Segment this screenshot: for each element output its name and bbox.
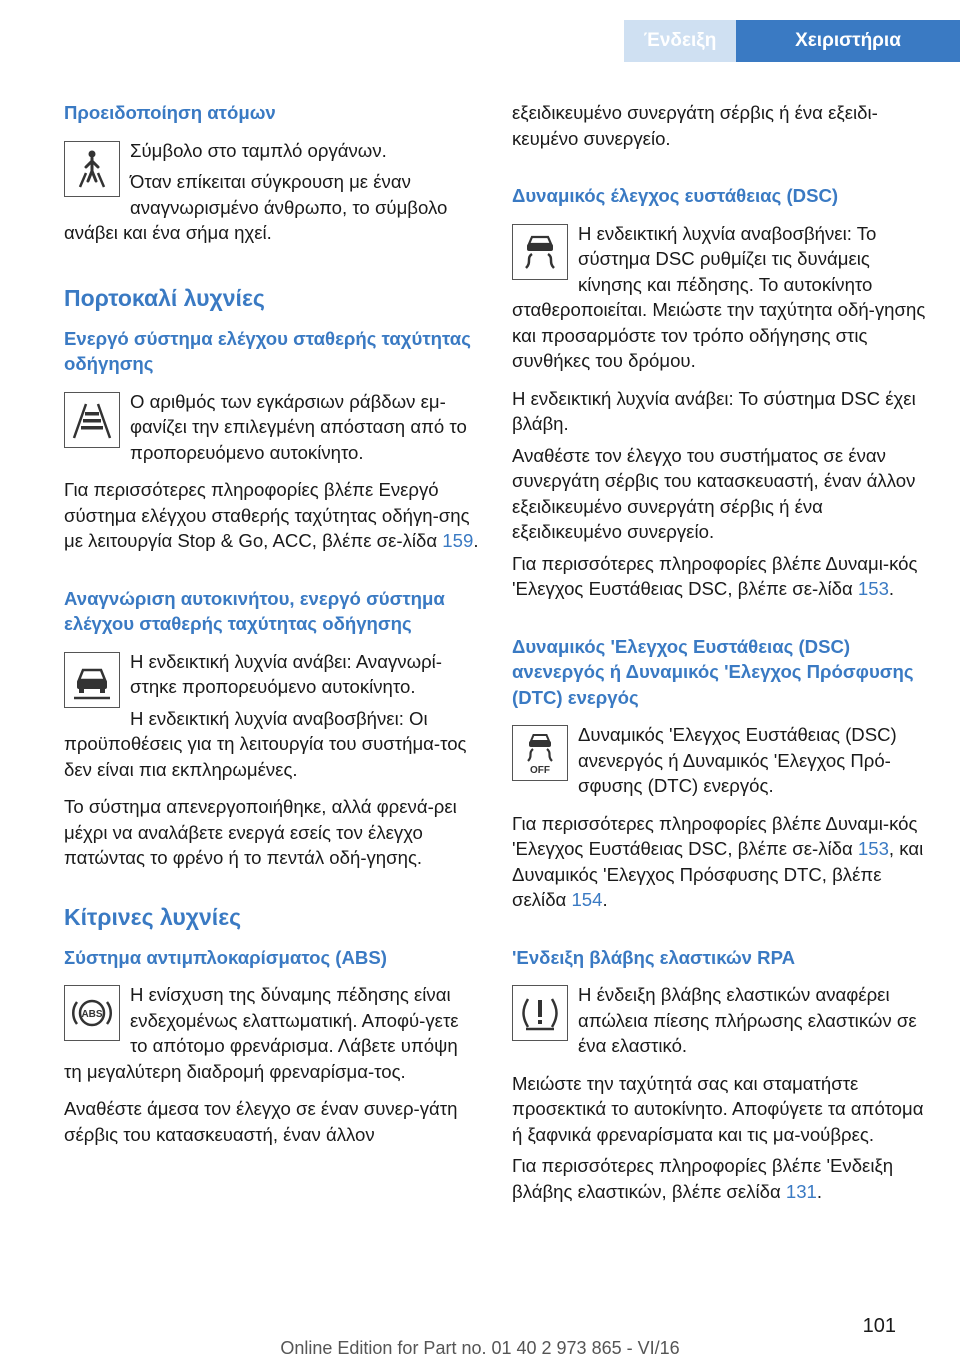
dsc-heading: Δυναμικός έλεγχος ευστάθειας (DSC) <box>512 185 839 206</box>
pedestrian-warning-entry <box>64 138 480 252</box>
orange-lights-heading: Πορτοκαλί λυχνίες <box>64 284 265 311</box>
rpa-page-link[interactable]: 131 <box>785 1180 817 1202</box>
dtc-heading: Δυναμικός 'Ελεγχος Ευστάθειας (DSC) ανενεργός ή Δυναμικός 'Ελεγχος Πρόσφυσης (DTC) ενεργός <box>512 635 914 708</box>
continued-text: εξειδικευμένο συνεργάτη σέρβις ή ένα εξειδι‐κευμένο συνεργείο. <box>512 102 878 149</box>
acc-heading: Ενεργό σύστημα ελέγχου σταθερής ταχύτητας οδήγησης <box>64 327 471 374</box>
dsc-off-icon <box>512 725 568 781</box>
distance-bars-icon <box>64 392 120 448</box>
tab-controls[interactable]: Χειριστήρια <box>736 20 960 62</box>
right-column <box>512 100 928 1210</box>
rpa-heading: 'Ενδειξη βλάβης ελαστικών RPA <box>512 946 796 968</box>
vehicle-detection-text3: Το σύστημα απενεργοποιήθηκε, αλλά φρενά‐ρει μέχρι να αναλάβετε ενεργά εσείς τον έλεγχο πατώντας το φρένο ή το πεντάλ οδή‐γησης. <box>64 796 457 868</box>
dtc-page-link-154[interactable]: 154 <box>571 889 603 910</box>
dtc-entry <box>512 722 928 805</box>
dtc-text1: Δυναμικός 'Ελεγχος Ευστάθειας (DSC) ανενεργός ή Δυναμικός 'Ελεγχος Πρό‐σφυσης (DTC) ενεργός. <box>578 724 897 796</box>
acc-page-link[interactable]: 159 <box>442 530 474 551</box>
dsc-entry <box>512 221 928 380</box>
tab-index[interactable]: Ένδειξη <box>624 20 736 62</box>
yellow-lights-heading: Κίτρινες λυχνίες <box>64 903 242 930</box>
dtc-more-info: Για περισσότερες πληροφορίες βλέπε Δυναμι‐κός 'Ελεγχος Ευστάθειας DSC, βλέπε σε‐λίδα 153, και Δυναμικός 'Ελεγχος Πρόσφυσης DTC, βλέπε σελίδα 154. <box>512 812 924 910</box>
rpa-text1: Η ένδειξη βλάβης ελαστικών αναφέρει απώλεια πίεσης πλήρωσης ελαστικών σε ένα ελαστικό. <box>578 984 917 1056</box>
vehicle-detection-heading: Αναγνώριση αυτοκινήτου, ενεργό σύστημα ελέγχου σταθερής ταχύτητας οδήγησης <box>64 587 445 634</box>
dsc-text3: Αναθέστε τον έλεγχο του συστήματος σε έναν συνεργάτη σέρβις του κατασκευαστή, έναν άλλον εξειδικευμένο συνεργάτη σέρβις ή ένα εξειδικευμένο συνεργείο. <box>512 444 916 542</box>
pedestrian-warning-text2: Όταν επίκειται σύγκρουση με έναν αναγνωρισμένο άνθρωπο, το σύμβολο ανάβει και ένα σήμα ηχεί. <box>64 171 448 243</box>
acc-more-info: Για περισσότερες πληροφορίες βλέπε Ενεργό σύστημα ελέγχου σταθερής ταχύτητας οδήγη‐σης με λειτουργία Stop & Go, ACC, βλέπε σε‐λίδα 159. <box>64 479 479 551</box>
acc-text1: Ο αριθμός των εγκάρσιων ράβδων εμ‐φανίζει την επιλεγμένη απόσταση από το προπορευόμενο αυτοκίνητο. <box>130 390 467 463</box>
dsc-text2: Η ενδεικτική λυχνία ανάβει: Το σύστημα DSC έχει βλάβη. <box>512 387 916 434</box>
abs-text1: Η ενίσχυση της δύναμης πέδησης είναι ενδεχομένως ελαττωματική. Αποφύ‐γετε το απότομο φρενάρισμα. Λάβετε υπόψη τη μεγαλύτερη διαδρομή φρεναρίσμα‐τος. <box>64 984 459 1082</box>
vehicle-detection-entry <box>64 649 480 789</box>
abs-text2: Αναθέστε άμεσα τον έλεγχο σε έναν συνερ‐γάτη σέρβις του κατασκευαστή, έναν άλλον <box>64 1098 458 1145</box>
footer-edition: Online Edition for Part no. 01 40 2 973 865 - VI/16 <box>280 1338 680 1358</box>
pedestrian-warning-text1: Σύμβολο στο ταμπλό οργάνων. <box>130 139 387 161</box>
acc-entry <box>64 389 480 472</box>
dsc-more-info: Για περισσότερες πληροφορίες βλέπε Δυναμι‐κός 'Ελεγχος Ευστάθειας DSC, βλέπε σε‐λίδα 153. <box>512 552 918 599</box>
dsc-text1: Η ενδεικτική λυχνία αναβοσβήνει: Το σύστημα DSC ρυθμίζει τις δυνάμεις κίνησης και πέδησης. Το αυτοκίνητο σταθεροποιείται. Μειώστε την ταχύτητα οδή‐γησης και προσαρμόστε τον τρόπο οδήγησης στις συνθήκες του δρόμου. <box>512 222 926 371</box>
vehicle-ahead-icon <box>64 652 120 708</box>
vehicle-detection-text1: Η ενδεικτική λυχνία ανάβει: Αναγνωρί‐στηκε προπορευόμενο αυτοκίνητο. <box>130 650 442 697</box>
dsc-skid-icon <box>512 224 568 280</box>
rpa-entry <box>512 982 928 1065</box>
abs-heading: Σύστημα αντιμπλοκαρίσματος (ABS) <box>64 946 387 968</box>
header-tabs <box>624 20 960 62</box>
dsc-off-icon-label: OFF <box>530 765 550 775</box>
rpa-text2: Μειώστε την ταχύτητά σας και σταματήστε προσεκτικά το αυτοκίνητο. Αποφύγετε τα απότομα ή ξαφνικά φρεναρίσματα και τις μα‐νούβρες. <box>512 1072 924 1145</box>
rpa-more-info: Για περισσότερες πληροφορίες βλέπε 'Ενδειξη βλάβης ελαστικών, βλέπε σελίδα 131. <box>512 1155 894 1202</box>
tire-pressure-warning-icon <box>512 985 568 1041</box>
abs-icon-label: ABS <box>81 1009 103 1020</box>
abs-entry <box>64 982 480 1090</box>
dtc-page-link-153[interactable]: 153 <box>857 838 889 859</box>
dsc-page-link[interactable]: 153 <box>857 578 889 599</box>
page-number: 101 <box>862 1315 896 1337</box>
pedestrian-warning-icon <box>64 141 120 197</box>
left-column <box>64 100 480 1153</box>
pedestrian-warning-heading: Προειδοποίηση ατόμων <box>64 102 276 123</box>
abs-icon <box>64 985 120 1041</box>
vehicle-detection-text2: Η ενδεικτική λυχνία αναβοσβήνει: Οι προϋποθέσεις για τη λειτουργία του συστήμα‐τος δεν είναι πια εκπληρωμένες. <box>64 707 467 780</box>
